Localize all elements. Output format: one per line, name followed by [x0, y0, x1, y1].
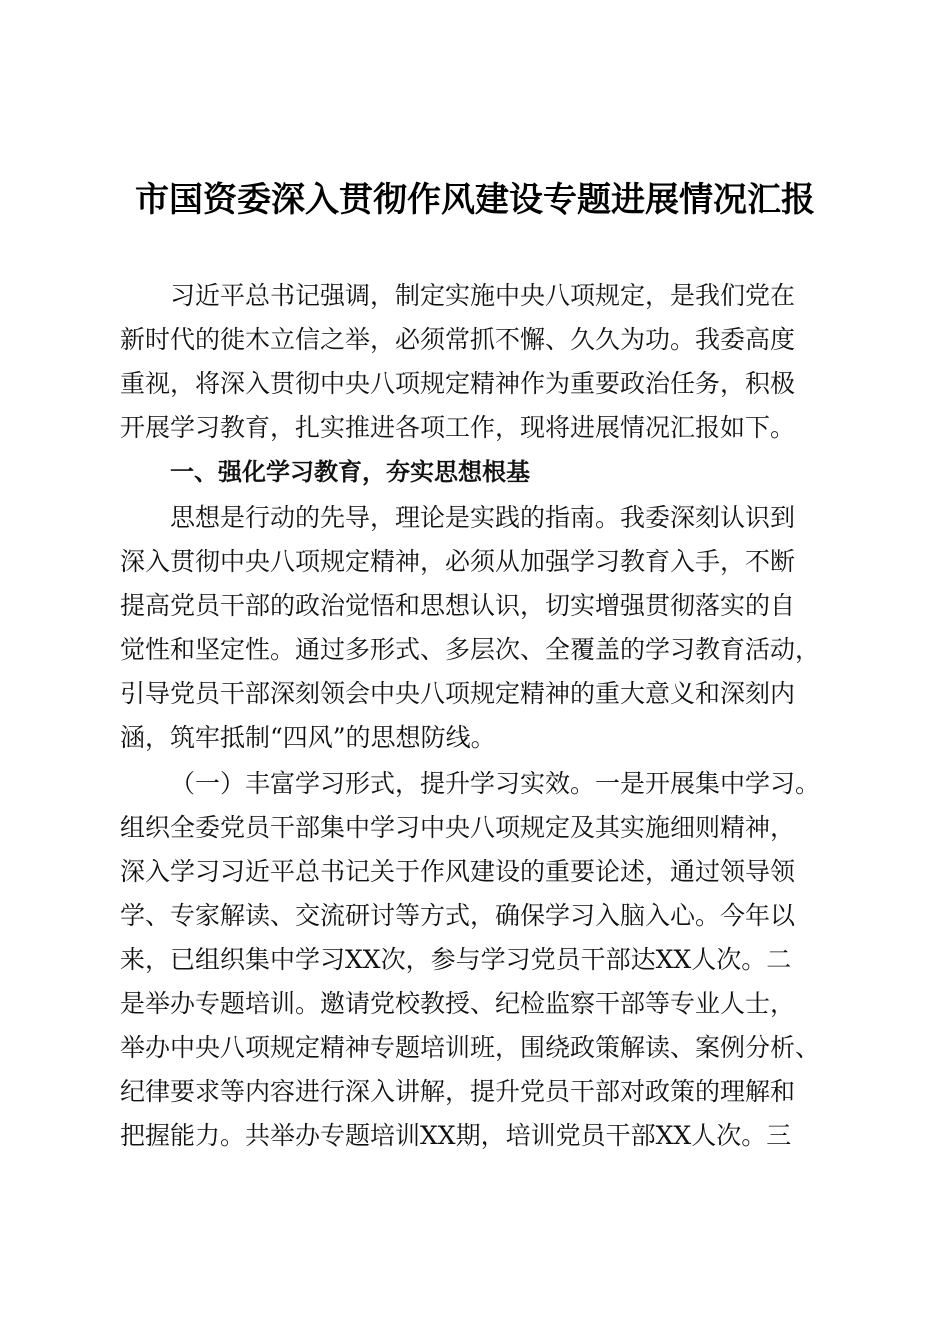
paragraph-line: 开展学习教育，扎实推进各项工作，现将进展情况汇报如下。 — [120, 413, 796, 442]
paragraph-line: （一）丰富学习形式，提升学习实效。一是开展集中学习。 — [170, 769, 821, 798]
paragraph-line: 觉性和坚定性。通过多形式、多层次、全覆盖的学习教育活动， — [120, 635, 821, 664]
paragraph-line: 纪律要求等内容进行深入讲解，提升党员干部对政策的理解和 — [120, 1077, 796, 1106]
paragraph-line: 来，已组织集中学习XX次，参与学习党员干部达XX人次。二 — [120, 945, 792, 974]
section-heading: 一、强化学习教育，夯实思想根基 — [170, 458, 530, 486]
paragraph-line: 提高党员干部的政治觉悟和思想认识，切实增强贯彻落实的自 — [120, 591, 796, 620]
paragraph-line: 涵，筑牢抵制“四风”的思想防线。 — [120, 723, 496, 752]
paragraph-line: 组织全委党员干部集中学习中央八项规定及其实施细则精神， — [120, 813, 796, 842]
paragraph-line: 学、专家解读、交流研讨等方式，确保学习入脑入心。今年以 — [120, 901, 796, 930]
paragraph-line: 举办中央八项规定精神专题培训班，围绕政策解读、案例分析、 — [120, 1033, 821, 1062]
paragraph-line: 把握能力。共举办专题培训XX期，培训党员干部XX人次。三 — [120, 1121, 792, 1150]
paragraph-line: 新时代的徙木立信之举，必须常抓不懈、久久为功。我委高度 — [120, 325, 796, 354]
document-title: 市国资委深入贯彻作风建设专题进展情况汇报 — [135, 180, 815, 220]
paragraph-line: 深入学习习近平总书记关于作风建设的重要论述，通过领导领 — [120, 857, 796, 886]
paragraph-line: 引导党员干部深刻领会中央八项规定精神的重大意义和深刻内 — [120, 679, 796, 708]
paragraph-line: 是举办专题培训。邀请党校教授、纪检监察干部等专业人士， — [120, 989, 796, 1018]
paragraph-line: 深入贯彻中央八项规定精神，必须从加强学习教育入手，不断 — [120, 547, 796, 576]
paragraph-line: 重视，将深入贯彻中央八项规定精神作为重要政治任务，积极 — [120, 369, 796, 398]
paragraph-line: 习近平总书记强调，制定实施中央八项规定，是我们党在 — [170, 281, 796, 310]
paragraph-line: 思想是行动的先导，理论是实践的指南。我委深刻认识到 — [170, 503, 796, 532]
